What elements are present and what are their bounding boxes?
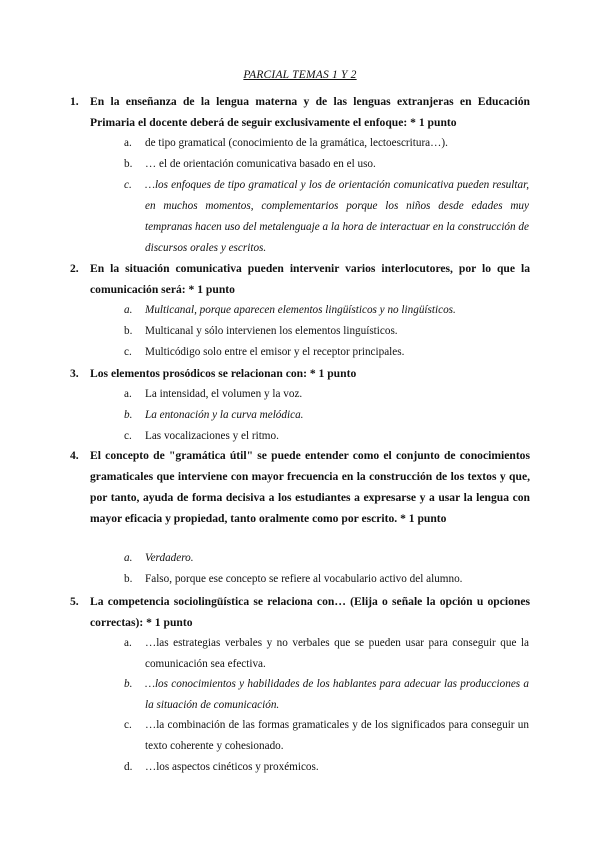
- question-text: Los elementos prosódicos se relacionan con: * 1 punto: [90, 367, 357, 380]
- option-letter: b.: [124, 409, 133, 421]
- option-letter: b.: [124, 573, 133, 585]
- question-3: [70, 363, 530, 384]
- option-letter: a.: [124, 637, 132, 649]
- option-letter: b.: [124, 158, 133, 170]
- option-text: …las estrategias verbales y no verbales que se pueden usar para conseguir que la comunicación sea efectiva.: [145, 637, 529, 670]
- option-5a: [124, 633, 529, 675]
- option-text: La entonación y la curva melódica.: [145, 409, 304, 421]
- option-2a: [124, 300, 529, 321]
- question-2: [70, 258, 530, 300]
- option-text: …los aspectos cinéticos y proxémicos.: [145, 761, 319, 773]
- option-3c: [124, 426, 529, 447]
- option-text: La intensidad, el volumen y la voz.: [145, 388, 303, 400]
- option-text: Las vocalizaciones y el ritmo.: [145, 430, 279, 442]
- option-4a: [124, 548, 529, 569]
- question-1: [70, 91, 530, 133]
- option-1b: [124, 154, 529, 175]
- option-text: …los enfoques de tipo gramatical y los de orientación comunicativa pueden resultar, en muchos momentos, complementarios porque los niños desde edades muy tempranas hacen uso del metalenguaje a la hora de interactuar en la construcción de discursos orales y escritos.: [145, 179, 529, 254]
- question-text: El concepto de "gramática útil" se puede entender como el conjunto de conocimientos gramaticales que interviene con mayor frecuencia en la construcción de los textos y que, por tanto, ayuda de forma decisiva a los estudiantes a expresarse y a usar la lengua con mayor eficacia y propiedad, tanto oralmente como por escrito. * 1 punto: [90, 449, 530, 525]
- option-letter: a.: [124, 304, 133, 316]
- option-letter: c.: [124, 179, 132, 191]
- option-text: … el de orientación comunicativa basado en el uso.: [145, 158, 376, 170]
- page-title: PARCIAL TEMAS 1 Y 2: [243, 69, 357, 81]
- option-text: Multicódigo solo entre el emisor y el receptor principales.: [145, 346, 405, 358]
- option-letter: b.: [124, 325, 133, 337]
- option-5d: [124, 757, 529, 778]
- question-number: 5.: [70, 595, 79, 608]
- question-number: 4.: [70, 449, 79, 462]
- option-4b: [124, 569, 529, 590]
- option-2b: [124, 321, 529, 342]
- option-letter: a.: [124, 388, 132, 400]
- option-letter: a.: [124, 552, 133, 564]
- option-5c: [124, 715, 529, 757]
- option-3a: [124, 384, 529, 405]
- option-letter: c.: [124, 346, 132, 358]
- option-2c: [124, 342, 529, 363]
- option-text: de tipo gramatical (conocimiento de la gramática, lectoescritura…).: [145, 137, 448, 149]
- question-number: 1.: [70, 95, 79, 108]
- option-text: …los conocimientos y habilidades de los hablantes para adecuar las producciones a la situación de comunicación.: [145, 678, 529, 711]
- option-letter: d.: [124, 761, 133, 773]
- option-text: Multicanal y sólo intervienen los elementos linguísticos.: [145, 325, 398, 337]
- option-text: Verdadero.: [145, 552, 194, 564]
- option-letter: c.: [124, 430, 132, 442]
- option-letter: c.: [124, 719, 132, 731]
- question-text: En la situación comunicativa pueden intervenir varios interlocutores, por lo que la comunicación será: * 1 punto: [90, 262, 530, 296]
- question-text: La competencia sociolingüística se relaciona con… (Elija o señale la opción u opciones correctas): * 1 punto: [90, 595, 530, 629]
- option-1c: [124, 175, 529, 259]
- option-letter: b.: [124, 678, 133, 690]
- question-4: [70, 445, 530, 529]
- option-1a: [124, 133, 529, 154]
- option-letter: a.: [124, 137, 132, 149]
- option-text: Multicanal, porque aparecen elementos lingüísticos y no lingüísticos.: [145, 304, 456, 316]
- question-number: 2.: [70, 262, 79, 275]
- option-5b: [124, 674, 529, 716]
- option-3b: [124, 405, 529, 426]
- question-5: [70, 591, 530, 633]
- question-text: En la enseñanza de la lengua materna y de las lenguas extranjeras en Educación Primaria el docente deberá de seguir exclusivamente el enfoque: * 1 punto: [90, 95, 530, 129]
- option-text: Falso, porque ese concepto se refiere al vocabulario activo del alumno.: [145, 573, 463, 585]
- question-number: 3.: [70, 367, 79, 380]
- option-text: …la combinación de las formas gramaticales y de los significados para conseguir un texto coherente y cohesionado.: [145, 719, 529, 752]
